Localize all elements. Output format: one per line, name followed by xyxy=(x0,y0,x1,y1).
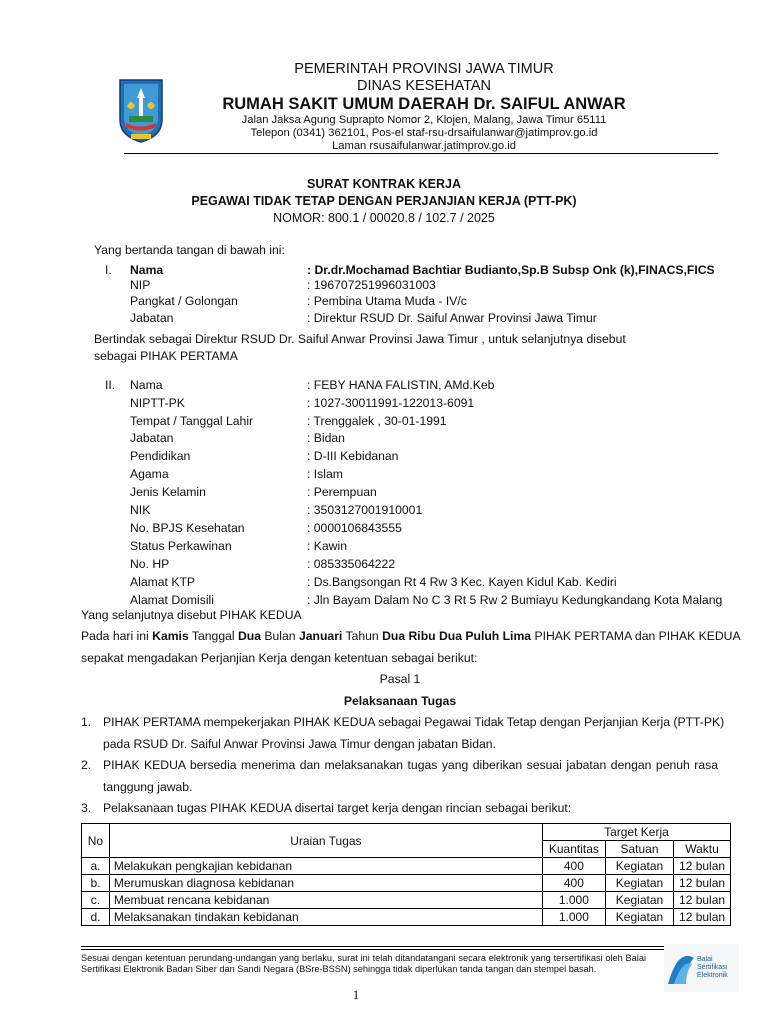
hospital-contact: Telepon (0341) 362101, Pos-el staf-rsu-drsaifulanwar@jatimprov.go.id xyxy=(250,127,598,139)
party1-label-jabatan: Jabatan xyxy=(130,311,174,325)
row-satuan: Kegiatan xyxy=(605,858,673,875)
row-uraian: Merumuskan diagnosa kebidanan xyxy=(109,875,542,892)
row-no: b. xyxy=(82,875,110,892)
party2-label-pendidikan: Pendidikan xyxy=(130,449,191,463)
page-number: 1 xyxy=(352,987,360,1002)
party2-label-niptt: NIPTT-PK xyxy=(130,396,185,410)
document-number: NOMOR: 800.1 / 00020.8 / 102.7 / 2025 xyxy=(273,211,495,225)
party2-numeral: II. xyxy=(105,378,116,392)
agency-name: DINAS KESEHATAN xyxy=(356,78,492,94)
party2-value-status: : Kawin xyxy=(307,539,347,553)
party2-value-hp: : 085335064222 xyxy=(307,557,396,571)
table-row xyxy=(82,892,731,909)
header-uraian: Uraian Tugas xyxy=(109,824,542,858)
pasal-number: Pasal 1 xyxy=(379,672,421,686)
table-row xyxy=(82,858,731,875)
header-target-kerja: Target Kerja xyxy=(542,824,730,841)
party1-role-line2: sebagai PIHAK PERTAMA xyxy=(94,349,238,363)
bsre-logo xyxy=(664,944,739,992)
row-uraian: Membuat rencana kebidanan xyxy=(109,892,542,909)
party2-value-agama: : Islam xyxy=(307,467,343,481)
pasal-item-2-number: 2. xyxy=(81,758,92,772)
party2-value-nama: : FEBY HANA FALISTIN, AMd.Keb xyxy=(307,378,495,392)
row-kuantitas: 1.000 xyxy=(542,892,605,909)
agreement-line2: sepakat mengadakan Perjanjian Kerja dengan ketentuan sebagai berikut: xyxy=(81,651,478,665)
pasal-heading: Pelaksanaan Tugas xyxy=(343,694,457,708)
row-kuantitas: 1.000 xyxy=(542,909,605,926)
party2-value-niptt: : 1027-30011991-122013-6091 xyxy=(307,396,475,410)
hospital-address: Jalan Jaksa Agung Suprapto Nomor 2, Klojen, Malang, Jawa Timur 65111 xyxy=(241,114,607,126)
bsre-logo-line1: Balai xyxy=(697,956,713,963)
document-subtitle: PEGAWAI TIDAK TETAP DENGAN PERJANJIAN KERJA (PTT-PK) xyxy=(191,194,577,208)
pasal-item-1-number: 1. xyxy=(81,715,92,729)
pasal-item-3-line1: Pelaksanaan tugas PIHAK KEDUA disertai target kerja dengan rincian sebagai berikut: xyxy=(103,801,572,815)
hospital-website: Laman rsusaifulanwar.jatimprov.go.id xyxy=(332,140,516,152)
east-java-emblem-logo xyxy=(117,76,165,144)
intro-text: Yang bertanda tangan di bawah ini: xyxy=(94,243,285,257)
footer-divider-top xyxy=(81,946,731,947)
party2-label-jenis-kelamin: Jenis Kelamin xyxy=(130,485,206,499)
pasal-item-1-line2: pada RSUD Dr. Saiful Anwar Provinsi Jawa Timur dengan jabatan Bidan. xyxy=(103,737,496,751)
party2-value-jenis-kelamin: : Perempuan xyxy=(307,485,377,499)
header-no: No xyxy=(82,824,110,858)
table-row xyxy=(82,875,731,892)
row-uraian: Melakukan pengkajian kebidanan xyxy=(109,858,542,875)
party1-label-nama: Nama xyxy=(130,263,164,277)
party2-value-nik: : 3503127001910001 xyxy=(307,503,423,517)
row-uraian: Melaksanakan tindakan kebidanan xyxy=(109,909,542,926)
bsre-logo-line2: Sertifikasi xyxy=(697,964,728,971)
party1-numeral: I. xyxy=(105,263,112,277)
party1-value-nip: : 196707251996031003 xyxy=(307,278,436,292)
document-title: SURAT KONTRAK KERJA xyxy=(307,177,461,191)
row-satuan: Kegiatan xyxy=(605,909,673,926)
party2-label-hp: No. HP xyxy=(130,557,170,571)
row-waktu: 12 bulan xyxy=(674,892,731,909)
party2-label-ttl: Tempat / Tanggal Lahir xyxy=(130,414,254,428)
party2-value-alamat-ktp: : Ds.Bangsongan Rt 4 Rw 3 Kec. Kayen Kidul Kab. Kediri xyxy=(307,575,617,589)
row-no: c. xyxy=(82,892,110,909)
row-satuan: Kegiatan xyxy=(605,875,673,892)
row-waktu: 12 bulan xyxy=(674,875,731,892)
header-satuan: Satuan xyxy=(605,841,673,858)
footer-divider-bottom xyxy=(81,949,731,950)
bsre-logo-line3: Elektronik xyxy=(697,972,728,979)
row-kuantitas: 400 xyxy=(542,875,605,892)
party1-value-nama: : Dr.dr.Mochamad Bachtiar Budianto,Sp.B Subsp Onk (k),FINACS,FICS xyxy=(307,263,715,277)
table-row xyxy=(82,909,731,926)
party1-value-pangkat: : Pembina Utama Muda - IV/c xyxy=(307,294,467,308)
government-name: PEMERINTAH PROVINSI JAWA TIMUR xyxy=(294,61,554,77)
party1-value-jabatan: : Direktur RSUD Dr. Saiful Anwar Provinsi Jawa Timur xyxy=(307,311,597,325)
row-kuantitas: 400 xyxy=(542,858,605,875)
pasal-item-2-line2: tanggung jawab. xyxy=(103,780,193,794)
table-header-row xyxy=(82,824,731,841)
party2-label-nik: NIK xyxy=(130,503,151,517)
party2-label-bpjs: No. BPJS Kesehatan xyxy=(130,521,245,535)
party2-role-line: Yang selanjutnya disebut PIHAK KEDUA xyxy=(81,608,302,622)
header-waktu: Waktu xyxy=(674,841,731,858)
target-kerja-table xyxy=(81,823,731,926)
pasal-item-2-line1: PIHAK KEDUA bersedia menerima dan melaksanakan tugas yang diberikan sesuai jabatan dengan penuh rasa xyxy=(103,758,718,772)
electronic-signature-note: Sesuai dengan ketentuan perundang-undangan yang berlaku, surat ini telah ditandatangani secara elektronik yang tersertifikasi oleh Balai Sertifikasi Elektronik Badan Siber dan Sandi Negara (BSre-BSSN) sehingga tidak diperlukan tanda tangan dan stempel basah. xyxy=(81,953,646,974)
party2-value-pendidikan: : D-III Kebidanan xyxy=(307,449,399,463)
party2-value-alamat-domisili: : Jln Bayam Dalam No C 3 Rt 5 Rw 2 Bumiayu Kedungkandang Kota Malang xyxy=(307,593,723,607)
party1-role-line1: Bertindak sebagai Direktur RSUD Dr. Saiful Anwar Provinsi Jawa Timur , untuk selanjutnya disebut xyxy=(94,332,626,346)
party2-value-bpjs: : 0000106843555 xyxy=(307,521,402,535)
party2-value-jabatan: : Bidan xyxy=(307,431,345,445)
party2-label-status: Status Perkawinan xyxy=(130,539,232,553)
row-waktu: 12 bulan xyxy=(674,909,731,926)
row-waktu: 12 bulan xyxy=(674,858,731,875)
party2-label-agama: Agama xyxy=(130,467,169,481)
party2-label-alamat-ktp: Alamat KTP xyxy=(130,575,196,589)
party2-label-jabatan: Jabatan xyxy=(130,431,174,445)
hospital-name: RUMAH SAKIT UMUM DAERAH Dr. SAIFUL ANWAR xyxy=(222,95,626,113)
row-no: d. xyxy=(82,909,110,926)
party1-label-pangkat: Pangkat / Golongan xyxy=(130,294,238,308)
party2-label-nama: Nama xyxy=(130,378,163,392)
row-satuan: Kegiatan xyxy=(605,892,673,909)
party2-value-ttl: : Trenggalek , 30-01-1991 xyxy=(307,414,447,428)
party1-label-nip: NIP xyxy=(130,278,151,292)
row-no: a. xyxy=(82,858,110,875)
pasal-item-3-number: 3. xyxy=(81,801,92,815)
agreement-line1: Pada hari ini Kamis Tanggal Dua Bulan Januari Tahun Dua Ribu Dua Puluh Lima PIHAK PERTAMA dan PIHAK KEDUA xyxy=(81,629,741,643)
header-kuantitas: Kuantitas xyxy=(542,841,605,858)
letterhead-divider xyxy=(124,153,718,154)
pasal-item-1-line1: PIHAK PERTAMA mempekerjakan PIHAK KEDUA sebagai Pegawai Tidak Tetap dengan Perjanjian Kerja (PTT-PK) xyxy=(103,715,725,729)
party2-label-alamat-domisili: Alamat Domisili xyxy=(130,593,214,607)
